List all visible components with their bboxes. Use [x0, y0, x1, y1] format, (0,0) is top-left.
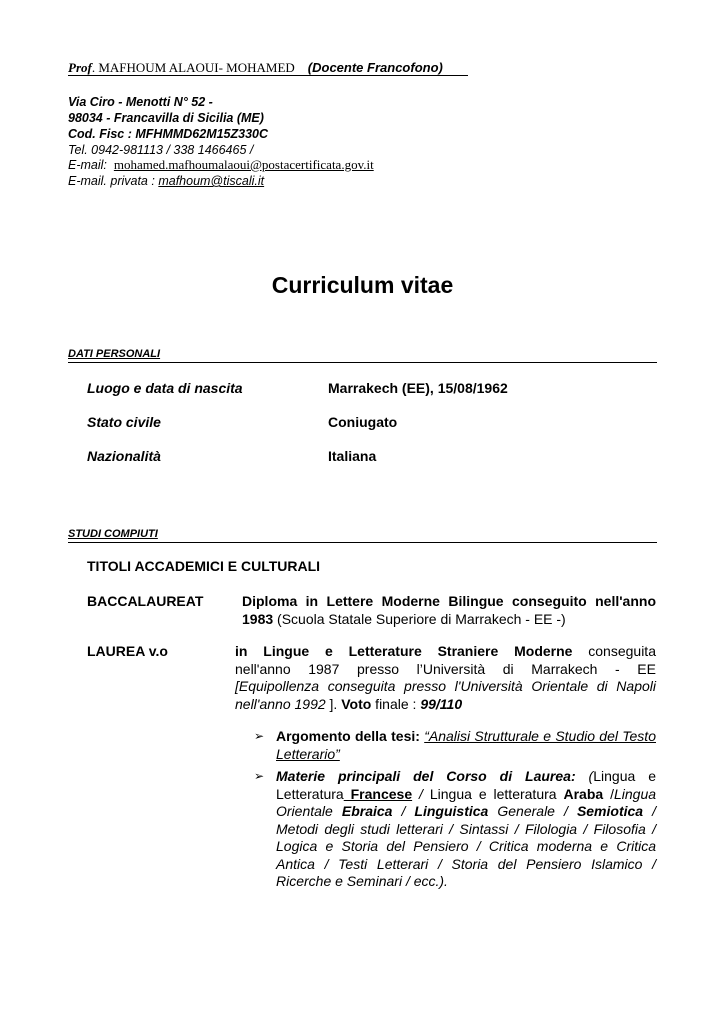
- address-line-1: Via Ciro - Menotti N° 52 -: [68, 95, 213, 109]
- nationality-label: Nazionalità: [87, 448, 161, 464]
- subjects-label: Materie principali del Corso di Laurea:: [276, 768, 576, 784]
- email-label: E-mail:: [68, 158, 107, 172]
- subject-arab-lit: Lingua e letteratura: [429, 785, 564, 802]
- baccalaureat-line-1: Diploma in Lettere Moderne Bilingue conseguito nell'anno: [242, 593, 656, 609]
- header-underline: [68, 75, 468, 76]
- subject-sep-2: /: [603, 785, 614, 802]
- arrow-bullet-icon: ➢: [254, 769, 265, 783]
- author-line: [68, 60, 443, 76]
- laurea-details-list: [254, 728, 657, 891]
- subject-francese: Francese: [343, 785, 413, 802]
- list-item-thesis: [254, 728, 656, 763]
- nationality-value: Italiana: [328, 448, 377, 464]
- arrow-bullet-icon: ➢: [254, 729, 265, 743]
- email-line: [68, 157, 374, 173]
- author-role: (Docente Francofono): [307, 60, 443, 75]
- subject-oriental: Lingua Orientale: [276, 785, 657, 819]
- laurea-line-2: nell'anno 1987 presso l’Università di Marrakech - EE: [235, 660, 656, 677]
- subject-linguistica: Linguistica: [414, 803, 489, 819]
- subject-generale: Generale /: [488, 803, 577, 819]
- laurea-equip-close: ].: [325, 695, 342, 712]
- email-link[interactable]: mohamed.mafhoumalaoui@postacertificata.gov.it: [113, 157, 374, 172]
- private-email-link[interactable]: mafhoum@tiscali.it: [158, 174, 265, 188]
- subject-rest: / Metodi degli studi letterari / Sintassi / Filologia / Filosofia / Logica e Storia del Pensiero / Critica moderna e Critica Antica / Testi Letterari / Storia del Pensiero Islamico / Ricerche e Seminari / ecc.).: [276, 803, 657, 889]
- voto-value: 99/110: [420, 695, 463, 712]
- laurea-equip-year: nell'anno 1992: [235, 695, 326, 712]
- list-item-subjects: [254, 768, 657, 891]
- thesis-label: Argomento della tesi:: [276, 728, 420, 744]
- prof-prefix: Prof: [68, 60, 92, 75]
- laurea-conseguita: conseguita: [572, 643, 656, 659]
- section-rule-personal: [68, 362, 657, 363]
- voto-rest: finale :: [371, 695, 421, 712]
- private-email-label: E-mail. privata :: [68, 174, 155, 188]
- voto-label: Voto: [341, 695, 372, 712]
- civil-status-value: Coniugato: [328, 414, 398, 430]
- author-name: . MAFHOUM ALAOUI- MOHAMED: [91, 60, 295, 75]
- private-email-line: [68, 173, 264, 189]
- address-line-2: 98034 - Francavilla di Sicilia (ME): [68, 111, 264, 125]
- baccalaureat-description: [242, 593, 656, 628]
- baccalaureat-school: (Scuola Statale Superiore di Marrakech - EE -): [273, 610, 566, 627]
- laurea-term: LAUREA v.o: [87, 643, 168, 659]
- birth-value: Marrakech (EE), 15/08/1962: [328, 380, 508, 396]
- document-title: Curriculum vitae: [271, 272, 454, 298]
- birth-label: Luogo e data di nascita: [87, 380, 243, 396]
- laurea-degree: in Lingue e Letterature Straniere Moderne: [235, 643, 573, 659]
- subject-french-lit: Lingua e Letteratura: [276, 768, 656, 802]
- fiscal-code: Cod. Fisc : MFHMMD62M15Z330C: [68, 127, 269, 141]
- civil-status-label: Stato civile: [87, 414, 161, 430]
- academic-titles-heading: TITOLI ACCADEMICI E CULTURALI: [87, 558, 321, 574]
- laurea-line-1: [235, 643, 656, 661]
- thesis-value: “Analisi Strutturale e Studio del Testo Letterario”: [276, 728, 656, 762]
- subject-semiotica: Semiotica: [576, 803, 644, 819]
- subject-sep-3: /: [392, 803, 415, 819]
- telephone: Tel. 0942-981113 / 338 1466465 /: [68, 143, 254, 157]
- subject-araba: Araba: [563, 785, 604, 802]
- laurea-description: [235, 643, 656, 713]
- section-heading-studies: STUDI COMPIUTI: [68, 528, 158, 540]
- section-heading-personal: DATI PERSONALI: [68, 348, 161, 360]
- baccalaureat-term: BACCALAUREAT: [87, 593, 204, 609]
- section-rule-studies: [68, 542, 657, 543]
- subject-sep: /: [412, 785, 430, 802]
- baccalaureat-year: 1983: [242, 610, 274, 627]
- laurea-equipollenza: [Equipollenza conseguita presso l'Università Orientale di Napoli: [235, 678, 656, 694]
- subjects-open: (: [575, 768, 594, 784]
- subject-ebraica: Ebraica: [341, 803, 393, 819]
